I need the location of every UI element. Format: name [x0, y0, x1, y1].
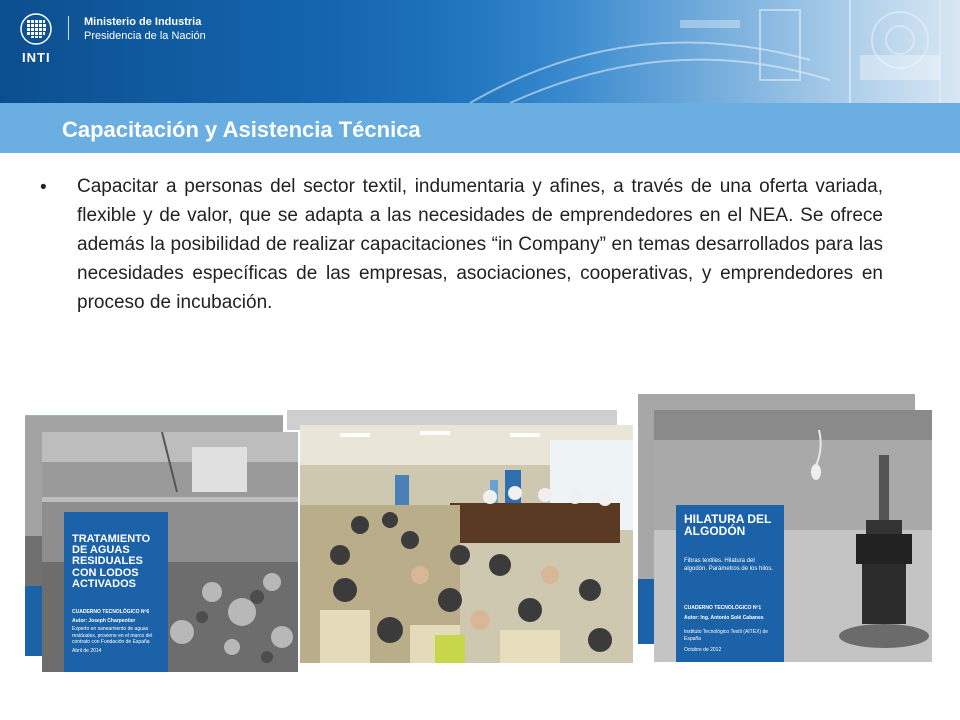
brochure-algodon-author: Autor: Ing. Antonio Solé Cabanes [684, 615, 764, 621]
brochure-aguas-author: Autor: Joseph Charpentier [72, 618, 136, 624]
brochure-aguas-series: CUADERNO TECNOLÓGICO Nº6 [72, 609, 150, 615]
inti-logo-icon [20, 13, 52, 45]
brochure-algodon-series: CUADERNO TECNOLÓGICO Nº1 [684, 605, 762, 611]
body-paragraph: Capacitar a personas del sector textil, indumentaria y afines, a través de una oferta variada, flexible y de valor, que se adapta a las necesidades de emprendedores en el NEA. Se ofrece además la posibilidad de realizar capacitaciones “in Company” en temas desarrollados para las necesidades específicas de las empresas, asociaciones, cooperativas, y emprendedores en proceso de incubación. [77, 176, 883, 313]
ministry-subtitle: Presidencia de la Nación [84, 30, 206, 42]
brochure-aguas-author-desc: Experto en saneamiento de aguas residuales, proviene en el marco del contrato con Fundación de España [72, 626, 153, 645]
header-banner [0, 0, 960, 103]
header-divider [68, 16, 69, 40]
brochure-aguas-cover [42, 432, 298, 672]
brochure-algodon-cover [654, 410, 932, 662]
training-session-photo [300, 425, 633, 663]
inti-logo-text: INTI [22, 50, 51, 65]
brochure-algodon-author-desc: Instituto Tecnológico Textil (AITEX) de España [684, 629, 769, 642]
slide-title: Capacitación y Asistencia Técnica [62, 117, 421, 142]
ministry-name: Ministerio de Industria [84, 16, 202, 28]
brochure-algodon-date: Octubre de 2012 [684, 647, 722, 653]
header-machinery-photo [430, 0, 960, 103]
brochure-aguas-date: Abril de 2014 [72, 648, 102, 654]
brochure-aguas-title: TRATAMIENTO DE AGUAS RESIDUALES CON LODOS ACTIVADOS [72, 533, 151, 590]
brochure-algodon-title: HILATURA DEL ALGODÓN [684, 512, 772, 539]
bullet-marker: • [40, 177, 47, 198]
brochure-algodon-subtitle: Fibras textiles. Hilatura del algodón. Parámetros de los hilos. [684, 558, 774, 572]
